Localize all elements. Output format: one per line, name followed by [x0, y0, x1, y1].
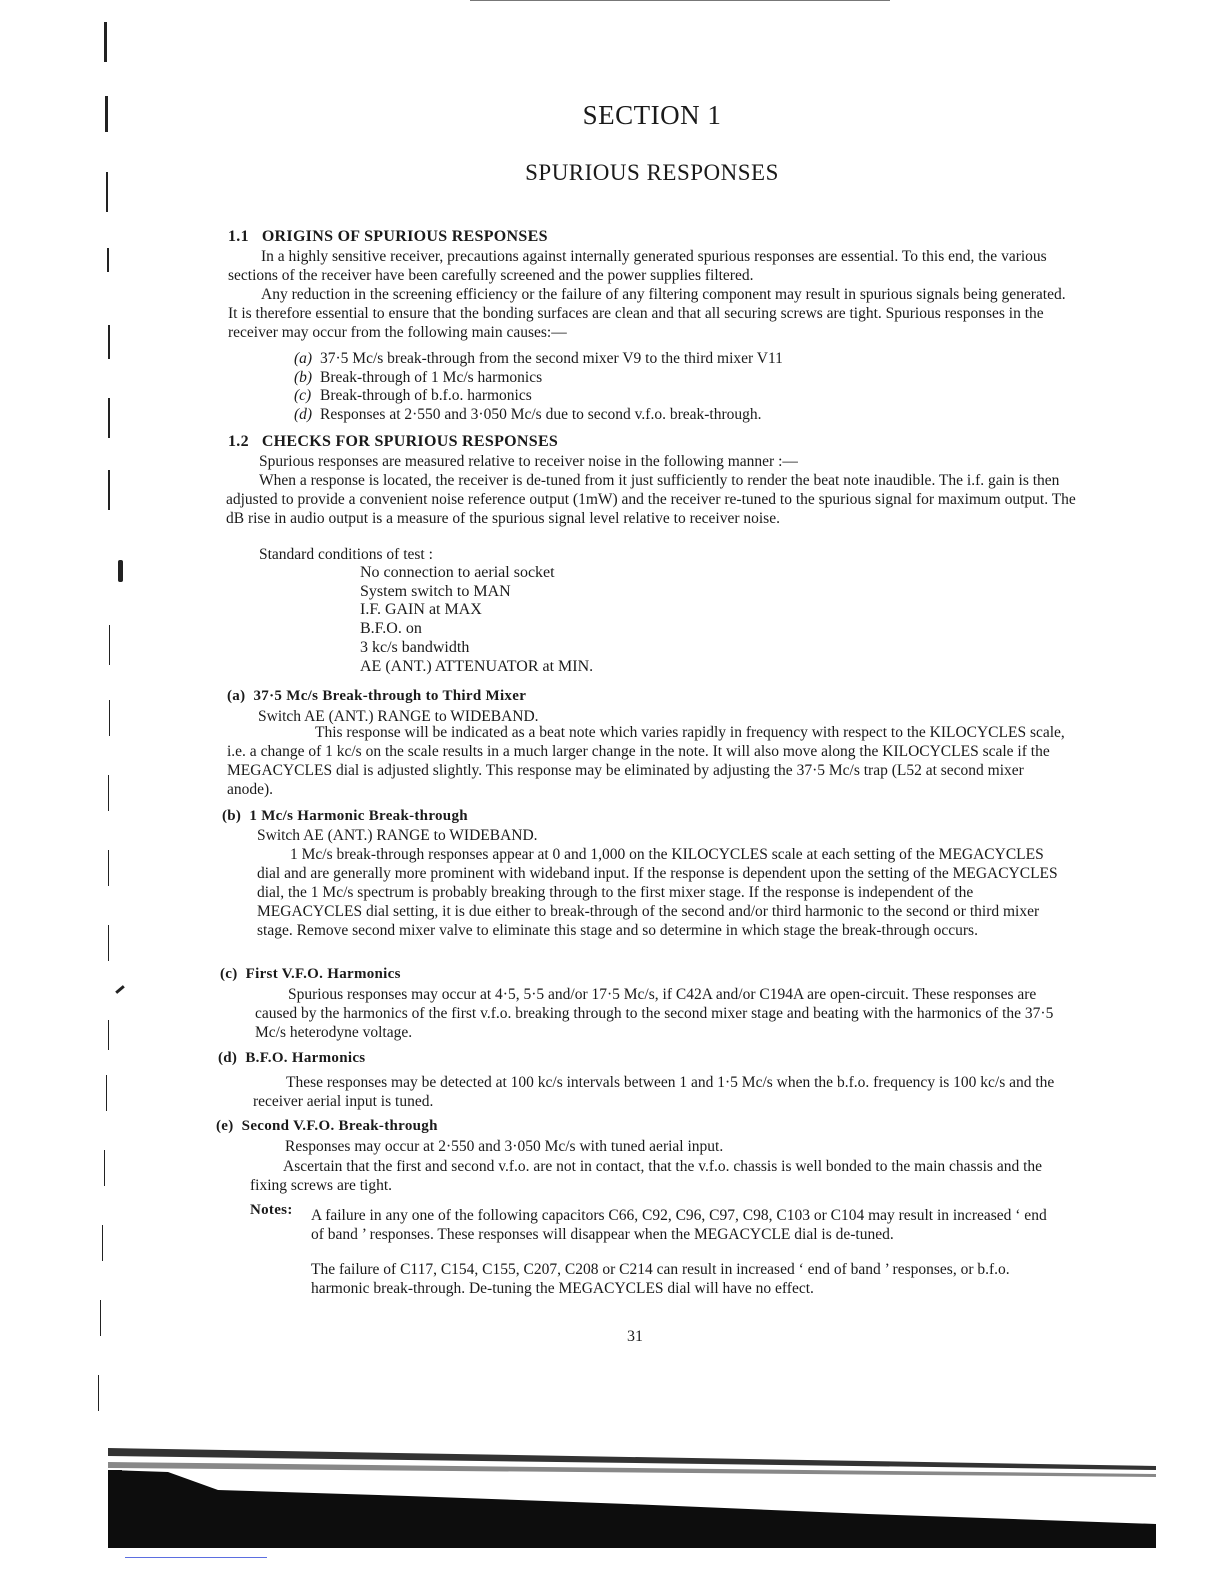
subsection-b-heading: [222, 808, 468, 825]
subsection-label: (e): [216, 1118, 234, 1134]
heading-text: ORIGINS OF SPURIOUS RESPONSES: [261, 228, 548, 245]
subsection-e-heading: [216, 1118, 438, 1135]
binding-mark: [108, 925, 109, 961]
binding-mark: [109, 700, 110, 736]
subsection-label: (d): [218, 1050, 238, 1066]
list-text: Break-through of b.f.o. harmonics: [320, 387, 532, 404]
paragraph: This response will be indicated as a beat note which varies rapidly in frequency with respect to the KILOCYCLES scale, i.e. a change of 1 kc/s on the scale results in a much larger change in the note. It will also move along the KILOCYCLES scale if the MEGACYCLES dial is adjusted slightly. This response may be eliminated by adjusting the 37·5 Mc/s trap (L52 at second mixer anode).: [227, 724, 1065, 798]
section-subtitle: SPURIOUS RESPONSES: [525, 160, 779, 185]
subsection-d-heading: [218, 1050, 365, 1067]
list-label: (c): [294, 387, 312, 404]
binding-mark: [118, 560, 123, 582]
subsection-a-heading: [227, 688, 526, 705]
list-label: (a): [294, 350, 313, 367]
subsection-label: (b): [222, 808, 242, 824]
binding-mark: [98, 1375, 99, 1411]
paragraph: When a response is located, the receiver is de-tuned from it just sufficiently to render the beat note inaudible. The i.f. gain is then adjusted to provide a convenient noise reference output (1mW) and the receiver re-tuned to the spurious signal for maximum output. The dB rise in audio output is a measure of the spurious signal level relative to receiver noise.: [226, 472, 1076, 527]
switch-instruction: Switch AE (ANT.) RANGE to WIDEBAND.: [257, 827, 538, 844]
binding-mark: [108, 325, 110, 359]
subsection-title: Second V.F.O. Break-through: [241, 1118, 438, 1134]
condition-item: I.F. GAIN at MAX: [360, 601, 482, 618]
subsection-title: First V.F.O. Harmonics: [245, 966, 401, 982]
binding-mark: [108, 850, 109, 886]
condition-item: No connection to aerial socket: [360, 564, 555, 581]
list-label: (d): [294, 406, 313, 423]
binding-mark: [109, 625, 110, 665]
binding-mark: [106, 1075, 107, 1111]
list-item: [294, 406, 762, 424]
binding-mark: [102, 1225, 103, 1261]
note-1: A failure in any one of the following capacitors C66, C92, C96, C97, C98, C103 or C104 may result in increased ‘ end of band ’ responses. These responses will disappear when the MEGACYCLE dial is de-tuned.: [311, 1207, 1047, 1243]
binding-mark: [115, 985, 125, 994]
list-item: [294, 387, 532, 405]
heading-1-1: [228, 228, 548, 246]
note-2: The failure of C117, C154, C155, C207, C208 or C214 can result in increased ‘ end of band ’ responses, or b.f.o. harmonic break-through. De-tuning the MEGACYCLES dial will have no effect.: [311, 1261, 1010, 1297]
binding-mark: [108, 398, 110, 438]
binding-mark: [107, 248, 109, 272]
switch-instruction: Switch AE (ANT.) RANGE to WIDEBAND.: [258, 708, 539, 725]
binding-mark: [108, 470, 110, 510]
std-conditions-label: Standard conditions of test :: [259, 546, 433, 563]
binding-mark: [108, 775, 109, 811]
page-number: 31: [627, 1328, 643, 1345]
scan-top-line: [470, 0, 890, 1]
condition-item: System switch to MAN: [360, 583, 511, 600]
paragraph: Spurious responses are measured relative to receiver noise in the following manner :—: [259, 453, 798, 470]
binding-mark: [104, 22, 107, 62]
list-text: Responses at 2·550 and 3·050 Mc/s due to second v.f.o. break-through.: [320, 406, 762, 423]
notes-label: Notes:: [250, 1202, 293, 1218]
list-label: (b): [294, 369, 313, 386]
list-item: [294, 350, 783, 368]
condition-item: 3 kc/s bandwidth: [360, 639, 470, 656]
paragraph: These responses may be detected at 100 kc/s intervals between 1 and 1·5 Mc/s when the b.f.o. frequency is 100 kc/s and the receiver aerial input is tuned.: [253, 1074, 1055, 1110]
subsection-c-heading: [220, 966, 401, 983]
binding-mark: [108, 1020, 109, 1050]
subsection-title: 37·5 Mc/s Break-through to Third Mixer: [253, 688, 527, 704]
scan-bottom-shadow: [108, 1448, 1156, 1548]
heading-1-2: [228, 433, 558, 451]
subsection-title: 1 Mc/s Harmonic Break-through: [249, 808, 468, 824]
scan-blue-line: [125, 1557, 267, 1558]
paragraph: Responses may occur at 2·550 and 3·050 Mc/s with tuned aerial input.: [285, 1138, 724, 1155]
subsection-title: B.F.O. Harmonics: [245, 1050, 366, 1066]
paragraph: Spurious responses may occur at 4·5, 5·5 and/or 17·5 Mc/s, if C42A and/or C194A are open-circuit. These responses are caused by the harmonics of the first v.f.o. breaking through to the second mixer stage and beating with the harmonics of the 37·5 Mc/s heterodyne voltage.: [255, 986, 1054, 1041]
binding-mark: [104, 1150, 105, 1186]
section-title: SECTION 1: [582, 100, 722, 130]
condition-item: AE (ANT.) ATTENUATOR at MIN.: [360, 658, 594, 675]
paragraph: Any reduction in the screening efficiency or the failure of any filtering component may result in spurious signals being generated. It is therefore essential to ensure that the bonding surfaces are clean and that all securing screws are tight. Spurious responses in the receiver may occur from the following main causes:—: [228, 286, 1066, 341]
subsection-label: (c): [220, 966, 238, 982]
heading-number: 1.2: [228, 433, 249, 450]
condition-item: B.F.O. on: [360, 620, 422, 637]
list-item: [294, 369, 542, 387]
list-text: 37·5 Mc/s break-through from the second mixer V9 to the third mixer V11: [320, 350, 783, 367]
heading-number: 1.1: [228, 228, 249, 245]
paragraph: Ascertain that the first and second v.f.o. are not in contact, that the v.f.o. chassis is well bonded to the main chassis and the fixing screws are tight.: [250, 1158, 1043, 1194]
list-text: Break-through of 1 Mc/s harmonics: [320, 369, 543, 386]
paragraph: 1 Mc/s break-through responses appear at 0 and 1,000 on the KILOCYCLES scale at each setting of the MEGACYCLES dial and are generally more prominent with wideband input. If the response is dependent upon the setting of the MEGACYCLES dial, the 1 Mc/s spectrum is probably breaking through to the first mixer stage. If the response is independent of the MEGACYCLES dial setting, it is due either to break-through of the second and/or third harmonic to the second or third mixer stage. Remove second mixer valve to eliminate this stage and so determine in which stage the break-through occurs.: [257, 846, 1058, 939]
heading-text: CHECKS FOR SPURIOUS RESPONSES: [261, 433, 559, 450]
paragraph: In a highly sensitive receiver, precautions against internally generated spurious responses are essential. To this end, the various sections of the receiver have been carefully screened and the power supplies filtered.: [228, 248, 1047, 284]
subsection-label: (a): [227, 688, 246, 704]
